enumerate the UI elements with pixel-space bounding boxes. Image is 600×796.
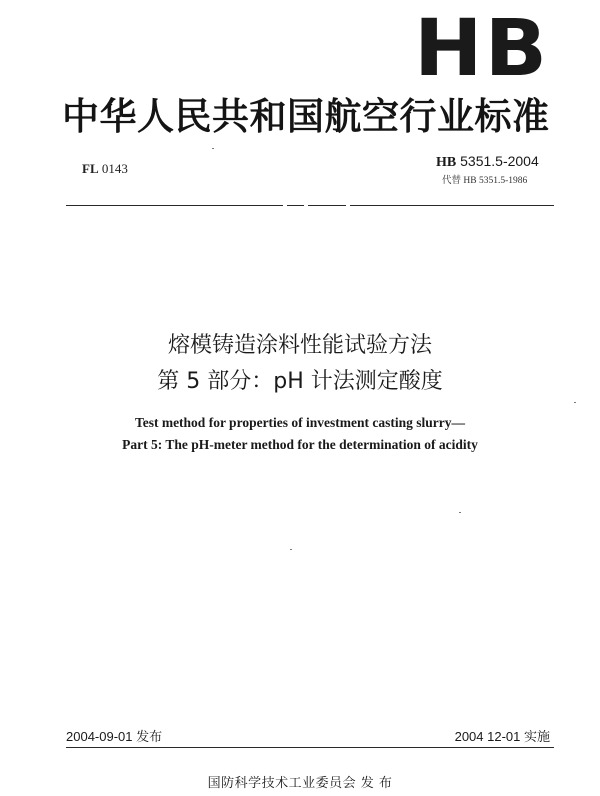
divider-gap — [304, 204, 308, 207]
replaces-standard: 代替 HB 5351.5-1986 — [442, 176, 528, 186]
footer-divider — [66, 747, 554, 748]
standard-prefix: HB — [436, 155, 457, 170]
scan-speck — [574, 402, 576, 403]
scan-speck — [290, 549, 292, 550]
document-title-cn-line2: 第 5 部分：pH 计法测定酸度 — [157, 369, 443, 394]
document-title-cn-line1: 熔模铸造涂料性能试验方法 — [167, 333, 432, 358]
scan-speck — [459, 512, 461, 513]
document-title-en-line2: Part 5: The pH-meter method for the determination of acidity — [122, 437, 478, 452]
divider-gap — [346, 204, 350, 207]
standard-number-value: 5351.5-2004 — [460, 153, 539, 169]
divider-gap — [283, 204, 287, 207]
implementation-date: 2004 12-01 实施 — [454, 729, 550, 744]
issuing-authority: 国防科学技术工业委员会 发 布 — [207, 776, 393, 791]
fl-classification-code — [82, 161, 128, 177]
standard-number — [436, 153, 539, 171]
document-title-en-line1: Test method for properties of investment casting slurry— — [134, 415, 466, 430]
issue-date: 2004-09-01 发布 — [66, 729, 163, 744]
fl-number: 0143 — [101, 161, 128, 176]
scan-speck — [212, 148, 214, 149]
standard-category-title: 中华人民共和国航空行业标准 — [62, 95, 550, 138]
hb-logo: HB — [414, 4, 550, 94]
header-divider — [66, 205, 554, 206]
fl-prefix: FL — [82, 161, 99, 176]
